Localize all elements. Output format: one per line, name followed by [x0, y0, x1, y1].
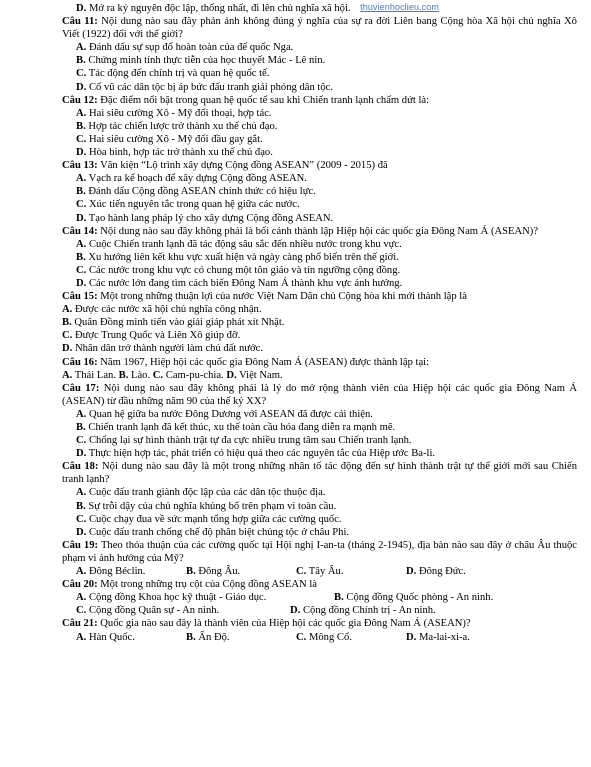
text-span: Chiến tranh lạnh đã kết thúc, xu thế toàn cầu hóa đang diễn ra mạnh mẽ.	[88, 422, 396, 433]
question-21-option-a	[76, 631, 186, 644]
text-span: Hai siêu cường Xô - Mỹ đối đầu gay gắt.	[88, 133, 263, 145]
question-20-stem	[62, 578, 577, 591]
option-letter: D.	[76, 147, 87, 159]
text-span: Đông Âu.	[198, 566, 241, 578]
question-20-option-b	[334, 591, 493, 604]
text-span: Hòa bình, hợp tác trở thành xu thế chủ đạo.	[88, 147, 273, 159]
question-16-stem	[62, 356, 577, 369]
text-span: Cuộc đấu tranh giành độc lập của các dân tộc thuộc địa.	[88, 487, 326, 499]
question-19-stem	[62, 539, 577, 565]
option-letter: A.	[76, 238, 87, 250]
question-14-option-b	[62, 251, 577, 264]
text-span: Ma-lai-xi-a.	[418, 631, 470, 643]
question-20-option-d	[290, 604, 436, 617]
text-span: Nội dung nào sau đây là một trong những nhân tố tác động đến sự hình thành trật tự thế giới mới sau Chiến tranh lạnh?	[62, 461, 578, 486]
question-number: Câu 14:	[62, 225, 98, 237]
question-17-stem	[62, 382, 577, 408]
text-span: Cuộc chạy đua về sức mạnh tổng hợp giữa các cường quốc.	[88, 513, 342, 525]
question-19-option-b	[186, 565, 296, 578]
text-span: Cộng đồng Quân sự - An ninh.	[88, 605, 220, 617]
text-span: Mông Cổ.	[308, 631, 352, 643]
option-letter: C.	[296, 631, 307, 643]
text-span: Tây Âu.	[308, 566, 344, 578]
option-letter: D.	[406, 566, 417, 578]
option-letter: C.	[76, 264, 87, 276]
question-21-stem	[62, 617, 577, 630]
question-11-option-d	[62, 81, 577, 94]
question-13-option-b	[62, 185, 577, 198]
text-span: Theo thỏa thuận của các cường quốc tại Hội nghị I-an-ta (tháng 2-1945), địa bàn nào sau đây ở châu Âu thuộc phạm vi ảnh hưởng của Mỹ?	[62, 539, 577, 564]
option-letter: A.	[76, 631, 87, 643]
question-21-option-d	[406, 631, 516, 644]
option-letter: A.	[76, 173, 87, 185]
text-span: Cộng đồng Khoa học kỹ thuật - Giáo dục.	[88, 592, 267, 604]
question-15-option-d	[62, 342, 577, 355]
option-letter: B.	[186, 631, 196, 643]
question-14-option-c	[62, 264, 577, 277]
question-17-option-a	[62, 408, 577, 421]
question-12-option-a	[62, 107, 577, 120]
option-letter: D.	[62, 343, 73, 355]
question-19-options	[62, 565, 577, 578]
text-span: Được Trung Quốc và Liên Xô giúp đỡ.	[74, 330, 241, 342]
text-span: Được các nước xã hội chủ nghĩa công nhận.	[74, 304, 262, 316]
option-letter: C.	[76, 199, 87, 211]
option-letter: C.	[296, 566, 307, 578]
option-letter: C.	[76, 435, 87, 447]
text-span: Hàn Quốc.	[88, 631, 135, 643]
question-19-option-d	[406, 565, 516, 578]
option-letter: B.	[76, 186, 86, 198]
text-span: Hợp tác chiến lược trở thành xu thế chủ đạo.	[88, 120, 278, 132]
text-span: Xu hướng liên kết khu vực xuất hiện và ngày càng phổ biến trên thế giới.	[88, 251, 399, 263]
option-letter: A.	[76, 487, 87, 499]
question-18-option-a	[62, 486, 577, 499]
question-18-option-b	[62, 500, 577, 513]
text-span: Nhân dân trở thành người làm chủ đất nước.	[74, 343, 264, 355]
question-13-option-a	[62, 172, 577, 185]
option-letter: D.	[76, 81, 87, 93]
watermark: thuvienhoclieu.com	[360, 2, 439, 12]
question-number: Câu 13:	[62, 160, 98, 172]
text-span: Các nước lớn đang tìm cách biến Đông Nam Á thành khu vực ảnh hưởng.	[88, 277, 403, 289]
option-prev-d: D. Mở ra kỷ nguyên độc lập, thống nhất, đi lên chủ nghĩa xã hội.	[76, 3, 351, 14]
question-number: Câu 16:	[62, 356, 98, 368]
option-letter: B.	[62, 317, 72, 329]
option-letter: A.	[76, 592, 87, 604]
question-14-stem	[62, 225, 577, 238]
question-16-option-d: Việt Nam.	[239, 369, 283, 381]
question-16-option-a-letter: A.	[62, 369, 73, 381]
question-13-stem	[62, 159, 577, 172]
option-letter: B.	[334, 592, 344, 604]
text-span: Chứng minh tính thực tiễn của học thuyết Mác - Lê nin.	[88, 55, 326, 67]
question-12-option-c	[62, 133, 577, 146]
text-span: Tạo hành lang pháp lý cho xây dựng Cộng đồng ASEAN.	[88, 212, 334, 224]
option-letter: D.	[76, 212, 87, 224]
question-21-option-c	[296, 631, 406, 644]
text-span: Các nước trong khu vực có chung một tôn giáo và tín ngưỡng cộng đồng.	[88, 264, 401, 276]
question-17-option-c	[62, 434, 577, 447]
text-span: Hai siêu cường Xô - Mỹ đối thoại, hợp tác.	[88, 107, 272, 119]
question-16-option-c: Cam-pu-chia.	[165, 369, 224, 381]
text-span: Đánh dấu sự sụp đổ hoàn toàn của đế quốc Nga.	[88, 42, 294, 54]
option-letter: A.	[76, 107, 87, 119]
question-number: Câu 20:	[62, 579, 98, 591]
question-14-option-a	[62, 238, 577, 251]
question-20-option-c	[76, 604, 290, 617]
question-13-option-d	[62, 212, 577, 225]
option-letter: A.	[76, 42, 87, 54]
text-span: Cổ vũ các dân tộc bị áp bức đấu tranh giải phóng dân tộc.	[88, 81, 333, 93]
question-20-option-a	[76, 591, 334, 604]
text-span: Một trong những thuận lợi của nước Việt Nam Dân chủ Cộng hòa khi mới thành lập là	[100, 291, 467, 303]
question-19-option-c	[296, 565, 406, 578]
text-span: Cộng đồng Quốc phòng - An ninh.	[346, 592, 494, 604]
question-21-option-b	[186, 631, 296, 644]
question-12-option-b	[62, 120, 577, 133]
question-16-option-a: Thái Lan.	[74, 369, 116, 381]
option-letter: B.	[186, 566, 196, 578]
question-11-stem: Câu 11: Nội dung nào sau đây phản ánh không đúng ý nghĩa của sự ra đời Liên bang Cộng hòa Xã hội chủ nghĩa Xô Viết (1922) đối với thế giới?	[62, 16, 577, 41]
text-span: Một trong những trụ cột của Cộng đồng ASEAN là	[100, 579, 317, 591]
text-span: Văn kiện “Lộ trình xây dựng Cộng đồng ASEAN” (2009 - 2015) đã	[100, 160, 388, 172]
text-span: Sự trỗi dậy của chủ nghĩa khủng bố trên phạm vi toàn cầu.	[88, 500, 337, 512]
question-19-option-a	[76, 565, 186, 578]
question-11-option-b	[62, 54, 577, 67]
option-letter: A.	[76, 408, 87, 420]
question-18-option-d	[62, 526, 577, 539]
question-12-option-d	[62, 146, 577, 159]
option-letter: D.	[76, 277, 87, 289]
question-17-option-d	[62, 447, 577, 460]
question-20-options-row-2	[62, 604, 577, 617]
question-14-option-d	[62, 277, 577, 290]
text-span: Cuộc Chiến tranh lạnh đã tác động sâu sắc đến nhiều nước trong khu vực.	[88, 238, 402, 250]
question-16-option-d-letter: D.	[226, 369, 237, 381]
text-span: Đông Béclin.	[88, 566, 146, 578]
text-span: Xúc tiến nguyên tắc trong quan hệ giữa các nước.	[88, 199, 300, 211]
option-letter: D.	[76, 526, 87, 538]
text-span: Quốc gia nào sau đây là thành viên của Hiệp hội các quốc gia Đông Nam Á (ASEAN)?	[100, 618, 471, 630]
question-number: Câu 18:	[62, 461, 99, 473]
text-span: Tác động đến chính trị và quan hệ quốc tế.	[88, 68, 270, 80]
question-number: Câu 17:	[62, 382, 100, 394]
option-letter: A.	[76, 566, 87, 578]
text-span: Cộng đồng Chính trị - An ninh.	[302, 605, 436, 617]
option-letter: C.	[76, 605, 87, 617]
option-letter: B.	[76, 55, 86, 67]
option-letter: D.	[76, 448, 87, 460]
text-span: Cuộc đấu tranh chống chế độ phân biệt chủng tộc ở châu Phi.	[88, 526, 350, 538]
question-16-option-b: Lào.	[131, 369, 151, 381]
question-number: Câu 19:	[62, 539, 99, 551]
text-span: Đánh dấu Cộng đồng ASEAN chính thức có hiệu lực.	[88, 186, 316, 198]
question-number: Câu 15:	[62, 291, 98, 303]
text-span: Nội dung nào sau đây không phải là lý do mở rộng thành viên của Hiệp hội các quốc gia Đông Nam Á (ASEAN) từ đầu những năm 90 của thế kỷ XX?	[62, 382, 577, 407]
text-span: Ấn Độ.	[198, 631, 230, 643]
option-letter: C.	[76, 68, 87, 80]
text-span: Vạch ra kế hoạch để xây dựng Cộng đồng ASEAN.	[88, 173, 307, 185]
question-12-stem	[62, 94, 577, 107]
option-letter: B.	[76, 251, 86, 263]
option-letter: A.	[62, 304, 73, 316]
question-15-stem	[62, 290, 577, 303]
option-letter: D.	[290, 605, 301, 617]
question-number: Câu 21:	[62, 618, 98, 630]
question-18-option-c	[62, 513, 577, 526]
text-span: Đặc điểm nổi bật trong quan hệ quốc tế sau khi Chiến tranh lạnh chấm dứt là:	[100, 94, 430, 106]
option-letter: C.	[76, 513, 87, 525]
question-number: Câu 12:	[62, 94, 98, 106]
question-16-option-b-letter: B.	[118, 369, 129, 381]
question-11-option-c	[62, 67, 577, 80]
option-letter: B.	[76, 120, 86, 132]
text-span: Thực hiện hợp tác, phát triển có hiệu quả theo các nguyên tắc của Hiệp ước Ba-li.	[88, 448, 436, 460]
option-letter: B.	[76, 422, 86, 433]
question-15-option-b	[62, 316, 577, 329]
option-letter: D.	[406, 631, 417, 643]
option-letter: B.	[76, 500, 86, 512]
option-letter: C.	[62, 330, 73, 342]
text-span: Quân Đồng minh tiến vào giải giáp phát xít Nhật.	[74, 317, 285, 329]
text-span: Quan hệ giữa ba nước Đông Dương với ASEAN đã được cải thiện.	[88, 408, 373, 420]
text-span: Năm 1967, Hiệp hội các quốc gia Đông Nam Á (ASEAN) được thành lập tại:	[100, 356, 430, 368]
question-20-options-row-1	[62, 591, 577, 604]
text-span: Đông Đức.	[418, 566, 466, 578]
question-16-options	[62, 369, 577, 382]
text-span: Nội dung nào sau đây không phải là bối cảnh thành lập Hiệp hội các quốc gia Đông Nam Á (ASEAN)?	[100, 225, 539, 237]
text-span: Chống lại sự hình thành trật tự đa cực nhiều trung tâm sau Chiến tranh lạnh.	[88, 435, 412, 447]
question-15-option-a	[62, 303, 577, 316]
question-21-options	[62, 631, 577, 644]
question-18-stem	[62, 460, 577, 486]
question-15-option-c	[62, 329, 577, 342]
question-17-option-b	[62, 421, 577, 434]
question-13-option-c	[62, 198, 577, 211]
question-16-option-c-letter: C.	[152, 369, 164, 381]
option-letter: C.	[76, 133, 87, 145]
question-11-option-a	[62, 41, 577, 54]
